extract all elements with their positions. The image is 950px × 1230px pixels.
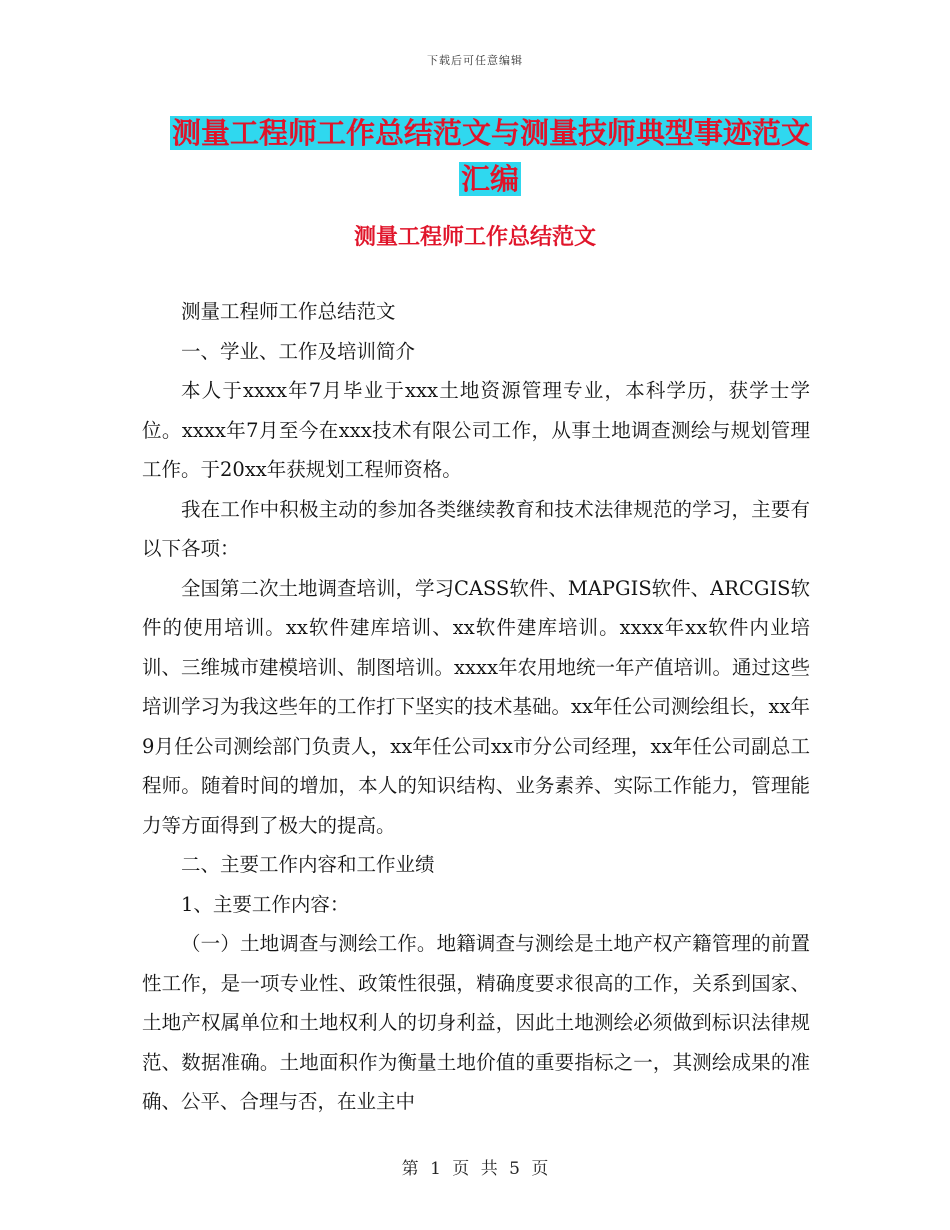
document-body (142, 292, 810, 1122)
paragraph: 我在工作中积极主动的参加各类继续教育和技术法律规范的学习，主要有以下各项： (142, 497, 810, 560)
paragraph: 本人于xxxx年7月毕业于xxx土地资源管理专业，本科学历，获学士学位。xxxx年7月至今在xxx技术有限公司工作，从事土地调查测绘与规划管理工作。于20xx年获规划工程师资格。 (142, 379, 810, 481)
document-title-text: 测量工程师工作总结范文与测量技师典型事迹范文汇编 (172, 116, 811, 196)
paragraph: 1、主要工作内容： (181, 892, 350, 916)
section-title: 测量工程师工作总结范文 (353, 224, 596, 250)
paragraph: 全国第二次土地调查培训，学习CASS软件、MAPGIS软件、ARCGIS软件的使用培训。xx软件建库培训、xx软件建库培训。xxxx年xx软件内业培训、三维城市建模培训、制图培训。xxxx年农用地统一年产值培训。通过这些培训学习为我这些年的工作打下坚实的技术基础。xx年任公司测绘组长，xx年9月任公司测绘部门负责人，xx年任公司xx市分公司经理，xx年任公司副总工程师。随着时间的增加，本人的知识结构、业务素养、实际工作能力，管理能力等方面得到了极大的提高。 (142, 576, 811, 837)
page-number: 第 1 页 共 5 页 (401, 1159, 549, 1179)
paragraph: 二、主要工作内容和工作业绩 (181, 853, 435, 876)
paragraph: 一、学业、工作及培训简介 (181, 339, 416, 363)
paragraph: （一）土地调查与测绘工作。地籍调查与测绘是土地产权产籍管理的前置性工作，是一项专业性、政策性很强，精确度要求很高的工作，关系到国家、土地产权属单位和土地权利人的切身利益，因此土地测绘必须做到标识法律规范、数据准确。土地面积作为衡量土地价值的重要指标之一，其测绘成果的准确、公平、合理与否，在业主中 (142, 932, 810, 1113)
page-header-note: 下载后可任意编辑 (427, 54, 523, 67)
paragraph: 测量工程师工作总结范文 (181, 300, 396, 323)
document-title (170, 110, 810, 202)
